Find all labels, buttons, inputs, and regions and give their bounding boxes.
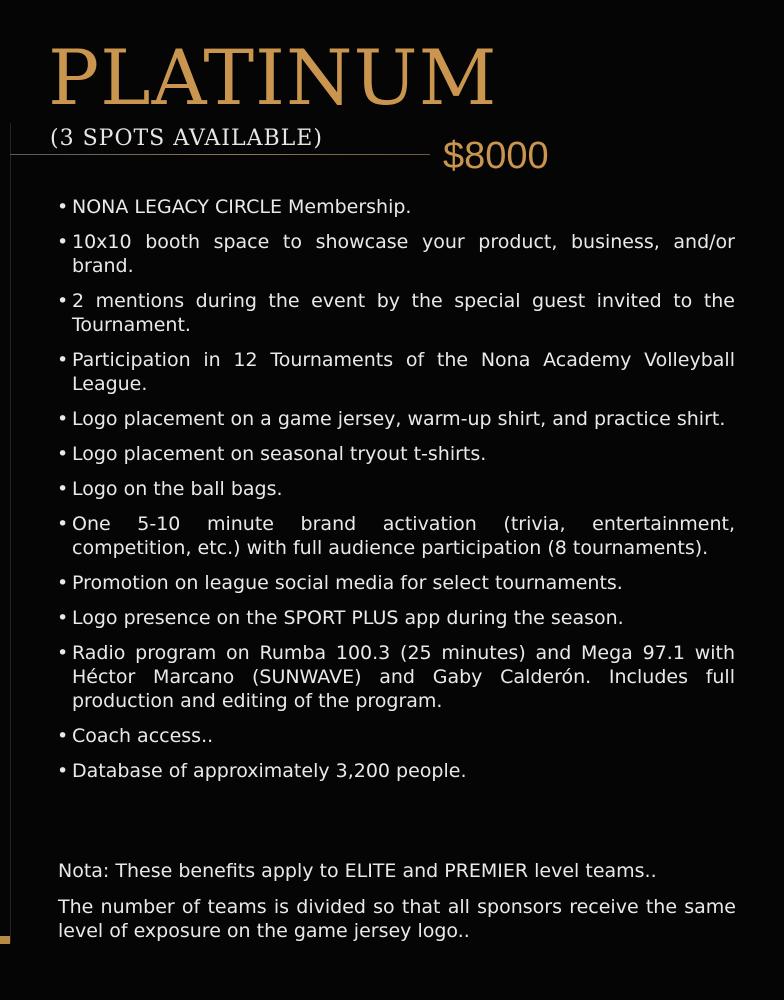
- bullet-icon: •: [57, 513, 69, 535]
- benefit-item: • Radio program on Rumba 100.3 (25 minutes) and Mega 97.1 with Héctor Marcano (SUNWAVE) and Gaby Calderón. Includes full production and editing of the program.: [57, 642, 735, 712]
- benefit-item: • 2 mentions during the event by the special guest invited to the Tournament.: [57, 290, 735, 336]
- bullet-icon: •: [57, 725, 69, 747]
- benefit-item: • Promotion on league social media for select tournaments.: [57, 572, 623, 594]
- benefits-list: [57, 195, 735, 794]
- benefit-item: • Logo on the ball bags.: [57, 478, 283, 500]
- benefit-item: • Logo placement on a game jersey, warm-up shirt, and practice shirt.: [57, 408, 726, 430]
- bullet-icon: •: [57, 231, 69, 253]
- benefit-item: • Database of approximately 3,200 people.: [57, 760, 467, 782]
- benefit-item: • Logo placement on seasonal tryout t-shirts.: [57, 443, 487, 465]
- level-note: Nota: These benefits apply to ELITE and PREMIER level teams..: [58, 860, 657, 882]
- benefit-item: • NONA LEGACY CIRCLE Membership.: [57, 196, 412, 218]
- exposure-note: The number of teams is divided so that all sponsors receive the same level of exposure on the game jersey logo..: [58, 896, 736, 942]
- bullet-icon: •: [57, 196, 69, 218]
- bullet-icon: •: [57, 290, 69, 312]
- bullet-icon: •: [57, 607, 69, 629]
- bullet-icon: •: [57, 572, 69, 594]
- bullet-icon: •: [57, 443, 69, 465]
- benefit-item: • Logo presence on the SPORT PLUS app during the season.: [57, 607, 624, 629]
- bullet-icon: •: [57, 478, 69, 500]
- bullet-icon: •: [57, 760, 69, 782]
- tier-title: PLATINUM: [48, 33, 498, 122]
- title-divider: [10, 154, 430, 155]
- benefit-item: • 10x10 booth space to showcase your product, business, and/or brand.: [57, 231, 735, 277]
- gold-accent-mark: [0, 936, 10, 944]
- bullet-icon: •: [57, 642, 69, 664]
- benefit-item: • Participation in 12 Tournaments of the Nona Academy Volleyball League.: [57, 349, 735, 395]
- benefit-item: • Coach access..: [57, 725, 214, 747]
- spots-available-label: (3 SPOTS AVAILABLE): [50, 126, 323, 151]
- tier-price: $8000: [443, 135, 549, 177]
- benefit-item: • One 5-10 minute brand activation (trivia, entertainment, competition, etc.) with full audience participation (8 tournaments).: [57, 513, 735, 559]
- left-frame-line: [10, 123, 11, 943]
- bullet-icon: •: [57, 408, 69, 430]
- bullet-icon: •: [57, 349, 69, 371]
